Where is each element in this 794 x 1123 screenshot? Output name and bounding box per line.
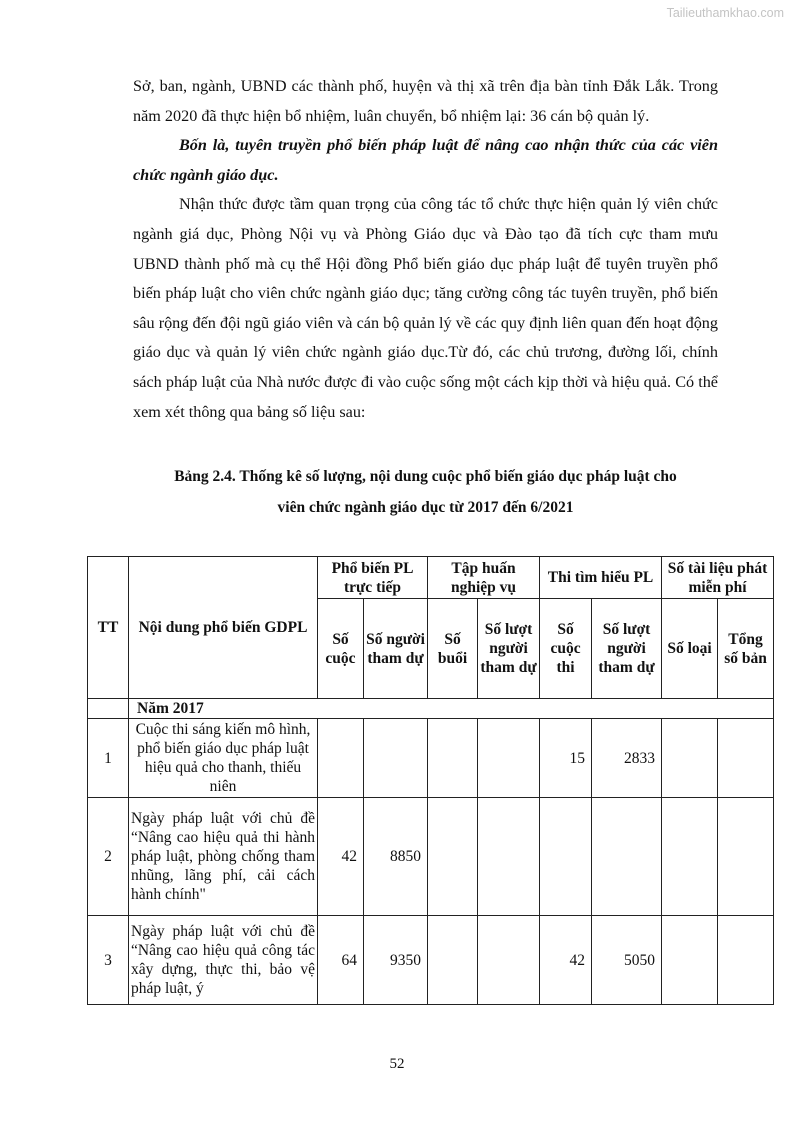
- cell: [428, 916, 478, 1005]
- header-documents: Số tài liệu phát miễn phí: [662, 557, 774, 599]
- caption-line-2: viên chức ngành giáo dục từ 2017 đến 6/2021: [277, 499, 574, 516]
- cell: [478, 798, 540, 916]
- header-content: Nội dung phổ biến GDPL: [129, 557, 318, 699]
- row-tt: 3: [88, 916, 129, 1005]
- cell: 8850: [364, 798, 428, 916]
- cell: [718, 719, 774, 798]
- cell: [718, 798, 774, 916]
- header-training: Tập huấn nghiệp vụ: [428, 557, 540, 599]
- cell: [662, 798, 718, 916]
- subheader: Số lượt người tham dự: [478, 599, 540, 699]
- cell: 64: [318, 916, 364, 1005]
- statistics-table: [87, 556, 774, 1005]
- cell: 5050: [592, 916, 662, 1005]
- row-tt: 2: [88, 798, 129, 916]
- cell: 42: [540, 916, 592, 1005]
- cell: [428, 719, 478, 798]
- cell: [478, 719, 540, 798]
- subheader: Số lượt người tham dự: [592, 599, 662, 699]
- watermark: Tailieuthamkhao.com: [666, 6, 784, 20]
- cell: [478, 916, 540, 1005]
- subheader: Số buổi: [428, 599, 478, 699]
- cell: 42: [318, 798, 364, 916]
- header-direct: Phổ biến PL trực tiếp: [318, 557, 428, 599]
- row-tt: 1: [88, 719, 129, 798]
- header-tt: TT: [88, 557, 129, 699]
- subheader: Tổng số bản: [718, 599, 774, 699]
- cell: [318, 719, 364, 798]
- subheader: Số cuộc: [318, 599, 364, 699]
- cell: [592, 798, 662, 916]
- year-row-label: Năm 2017: [129, 699, 774, 719]
- subheader: Số loại: [662, 599, 718, 699]
- section-heading: Bốn là, tuyên truyền phổ biến pháp luật để nâng cao nhận thức của các viên chức ngành giáo dục.: [133, 136, 718, 184]
- year-row-tt: [88, 699, 129, 719]
- paragraph-continuation: [133, 72, 718, 427]
- row-content: Ngày pháp luật với chủ đề “Nâng cao hiệu quả thi hành pháp luật, phòng chống tham nhũng, lãng phí, cải cách hành chính": [129, 798, 318, 916]
- row-content: Cuộc thi sáng kiến mô hình, phổ biến giáo dục pháp luật hiệu quả cho thanh, thiếu niên: [129, 719, 318, 798]
- cell: 9350: [364, 916, 428, 1005]
- caption-line-1: Bảng 2.4. Thống kê số lượng, nội dung cuộc phổ biến giáo dục pháp luật cho: [174, 468, 677, 485]
- cell: [718, 916, 774, 1005]
- cell: [428, 798, 478, 916]
- subheader: Số cuộc thi: [540, 599, 592, 699]
- cell: 15: [540, 719, 592, 798]
- table-caption: [133, 461, 718, 523]
- paragraph-3: Nhận thức được tầm quan trọng của công tác tổ chức thực hiện quản lý viên chức ngành giá dục, Phòng Nội vụ và Phòng Giáo dục và Đào tạo đã tích cực tham mưu UBND thành phố mà cụ thể Hội đồng Phổ biến giáo dục pháp luật để tuyên truyền phổ biến pháp luật cho viên chức ngành giáo dục; tăng cường công tác tuyên truyền, phổ biến sâu rộng đến đội ngũ giáo viên và cán bộ quản lý về các quy định liên quan đến hoạt động giáo dục và quản lý viên chức ngành giáo dục.Từ đó, các chủ trương, đường lối, chính sách pháp luật của Nhà nước được đi vào cuộc sống một cách kịp thời và hiệu quả. Có thể xem xét thông qua bảng số liệu sau:: [133, 195, 718, 421]
- cell: [662, 719, 718, 798]
- header-contest: Thi tìm hiểu PL: [540, 557, 662, 599]
- cell: [662, 916, 718, 1005]
- subheader: Số người tham dự: [364, 599, 428, 699]
- cell: [364, 719, 428, 798]
- page-number: 52: [389, 1056, 405, 1072]
- table-row: [88, 798, 774, 916]
- paragraph-1: Sở, ban, ngành, UBND các thành phố, huyện và thị xã trên địa bàn tỉnh Đắk Lắk. Trong năm 2020 đã thực hiện bổ nhiệm, luân chuyển, bổ nhiệm lại: 36 cán bộ quản lý.: [133, 77, 718, 125]
- cell: [540, 798, 592, 916]
- row-content: Ngày pháp luật với chủ đề “Nâng cao hiệu quả công tác xây dựng, thực thi, bảo vệ pháp luật, ý: [129, 916, 318, 1005]
- table-row: [88, 916, 774, 1005]
- table-row: [88, 719, 774, 798]
- cell: 2833: [592, 719, 662, 798]
